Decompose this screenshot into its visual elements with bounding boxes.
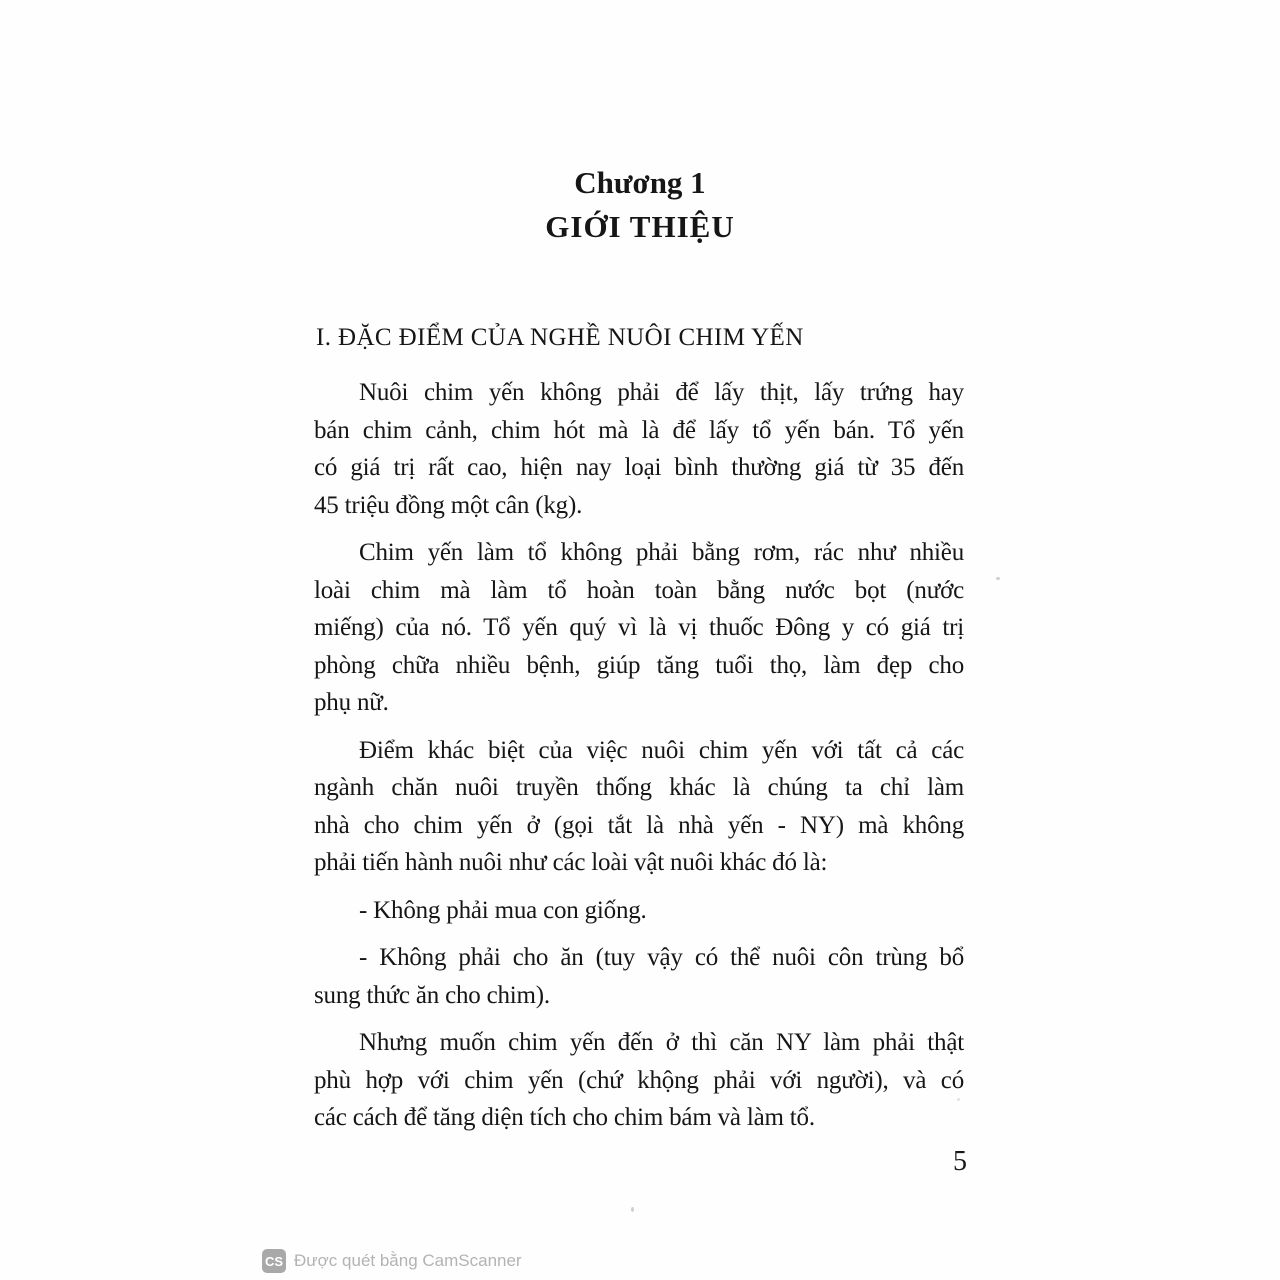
chapter-heading: [0, 166, 1280, 244]
paragraph: [314, 534, 964, 722]
text-line: phù hợp với chim yến (chứ khộng phải với người), và có: [314, 1066, 964, 1094]
text-line: ngành chăn nuôi truyền thống khác là chúng ta chỉ làm: [314, 774, 964, 801]
chapter-label: Chương 1: [574, 165, 706, 200]
scan-speck: [996, 577, 1000, 580]
chapter-title: GIỚI THIỆU: [545, 209, 735, 244]
text-line: phải tiến hành nuôi như các loài vật nuôi khác đó là:: [314, 849, 828, 876]
text-line: phụ nữ.: [314, 689, 389, 716]
text-line: Nhưng muốn chim yến đến ở thì căn NY làm phải thật: [359, 1029, 964, 1056]
paragraph: [314, 892, 964, 930]
text-line: sung thức ăn cho chim).: [314, 981, 550, 1009]
section-heading: I. ĐẶC ĐIỂM CỦA NGHỀ NUÔI CHIM YẾN: [316, 324, 804, 351]
paragraph: [314, 1024, 964, 1137]
camscanner-icon: CS: [262, 1249, 286, 1273]
text-line: có giá trị rất cao, hiện nay loại bình thường giá từ 35 đến: [314, 454, 964, 481]
camscanner-watermark: [262, 1249, 522, 1273]
text-line: miếng) của nó. Tổ yến quý vì là vị thuốc Đông y có giá trị: [314, 614, 964, 641]
text-line: nhà cho chim yến ở (gọi tắt là nhà yến - NY) mà không: [314, 811, 964, 839]
text-line: loài chim mà làm tổ hoàn toàn bằng nước bọt (nước: [314, 576, 964, 604]
text-line: các cách để tăng diện tích cho chim bám và làm tổ.: [314, 1104, 815, 1131]
text-line: - Không phải cho ăn (tuy vậy có thể nuôi côn trùng bổ: [359, 944, 964, 971]
paragraph: [314, 374, 964, 524]
camscanner-watermark-text: Được quét bằng CamScanner: [294, 1251, 522, 1270]
text-line: 45 triệu đồng một cân (kg).: [314, 491, 583, 519]
text-line: bán chim cảnh, chim hót mà là để lấy tổ yến bán. Tổ yến: [314, 416, 964, 444]
text-line: Nuôi chim yến không phải để lấy thịt, lấy trứng hay: [359, 379, 964, 406]
text-line: Chim yến làm tổ không phải bằng rơm, rác như nhiều: [359, 539, 964, 566]
text-line: phòng chữa nhiều bệnh, giúp tăng tuổi thọ, làm đẹp cho: [314, 651, 964, 679]
text-line: - Không phải mua con giống.: [359, 896, 647, 924]
scan-speck: [631, 1207, 634, 1212]
paragraph: [314, 939, 964, 1014]
scan-speck: [957, 1098, 960, 1101]
body-text: [314, 374, 964, 1147]
text-line: Điểm khác biệt của việc nuôi chim yến với tất cả các: [359, 736, 964, 764]
page-number: 5: [953, 1146, 967, 1177]
paragraph: [314, 732, 964, 882]
